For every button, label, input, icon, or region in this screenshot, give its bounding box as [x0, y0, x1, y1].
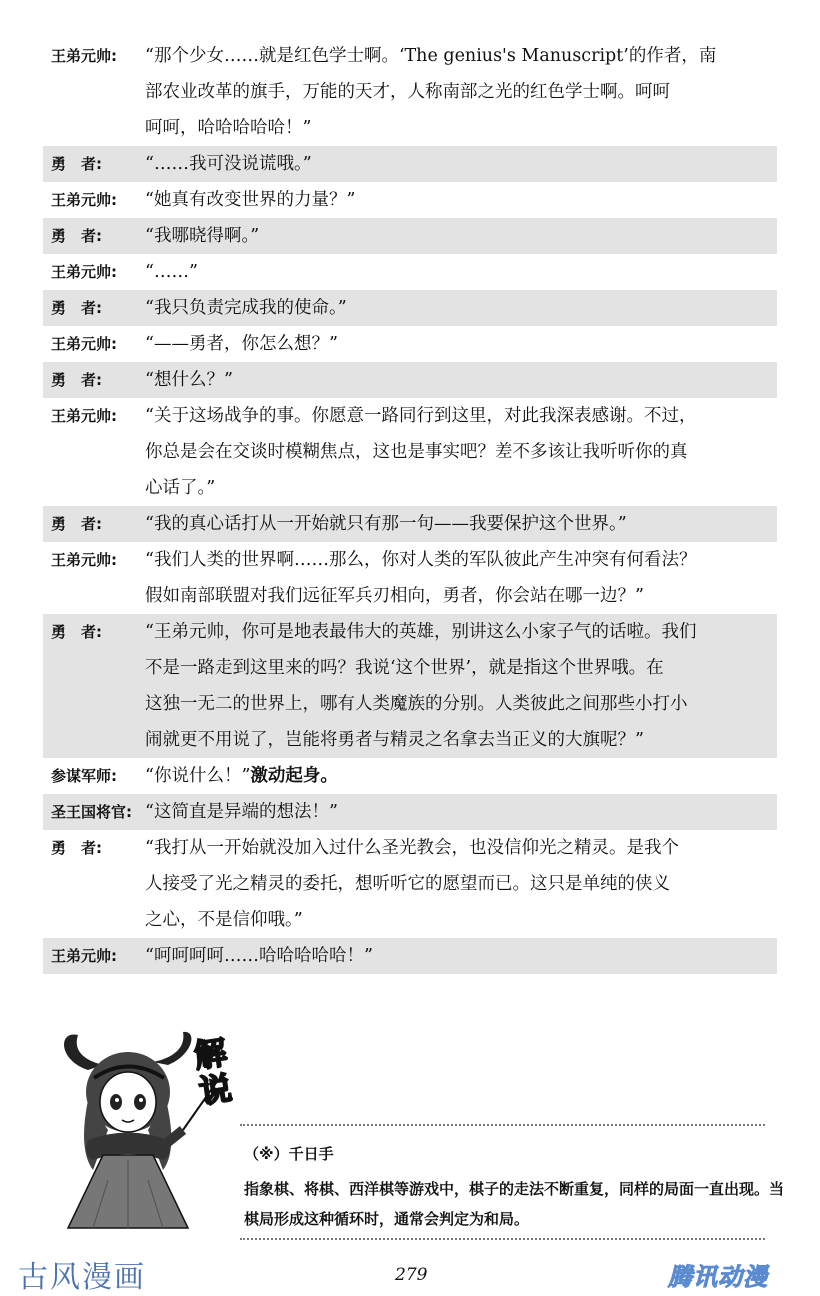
- dialogue-row: [43, 38, 777, 146]
- dialogue-line-text: “想什么？”: [145, 370, 233, 390]
- dialogue-row: [43, 326, 777, 362]
- dialogue-line-text: “我哪晓得啊。”: [145, 226, 260, 246]
- dialogue-line: [145, 902, 767, 938]
- dialogue-text: [145, 182, 767, 218]
- dialogue-line-text: “那个少女……就是红色学士啊。‘The genius's Manuscript’的作者，南: [145, 46, 717, 66]
- dialogue-line-text: “我打从一开始就没加入过什么圣光教会，也没信仰光之精灵。是我个: [145, 838, 679, 858]
- commentary-badge-char-2: 说: [197, 1068, 234, 1111]
- dialogue-line: [145, 866, 767, 902]
- dialogue-line: [145, 722, 767, 758]
- brand-logo: 腾讯动漫: [668, 1263, 768, 1291]
- dialogue-line: [145, 290, 767, 326]
- speaker-label: 圣王国将官:: [51, 803, 132, 821]
- speaker-label: 勇 者:: [51, 155, 102, 173]
- note-section: [0, 1030, 820, 1240]
- speaker-label: 王弟元帅:: [51, 947, 117, 965]
- dialogue-text: [145, 938, 767, 974]
- dialogue-line-text: 闹就更不用说了，岂能将勇者与精灵之名拿去当正义的大旗呢？”: [145, 730, 644, 750]
- dialogue-line: [145, 218, 767, 254]
- note-divider-top: [240, 1124, 765, 1126]
- dialogue-line: [145, 326, 767, 362]
- dialogue-line-text: “我的真心话打从一开始就只有那一句——我要保护这个世界。”: [145, 514, 627, 534]
- speaker-label: 勇 者:: [51, 227, 102, 245]
- dialogue-row: [43, 182, 777, 218]
- dialogue-line: [145, 830, 767, 866]
- dialogue-line-text: “……我可没说谎哦。”: [145, 154, 312, 174]
- dialogue-line-text: 假如南部联盟对我们远征军兵刃相向，勇者，你会站在哪一边？”: [145, 586, 644, 606]
- dialogue-row: [43, 254, 777, 290]
- speaker-label: 王弟元帅:: [51, 407, 117, 425]
- dialogue-text: [145, 362, 767, 398]
- dialogue-line-text: 人接受了光之精灵的委托，想听听它的愿望而已。这只是单纯的侠义: [145, 874, 670, 894]
- dialogue-text: [145, 542, 767, 614]
- speaker-label: 王弟元帅:: [51, 335, 117, 353]
- dialogue-text: [145, 794, 767, 830]
- dialogue-line-text: “我们人类的世界啊……那么，你对人类的军队彼此产生冲突有何看法？: [145, 550, 697, 570]
- commentary-badge-char-1: 解: [191, 1033, 229, 1076]
- dialogue-text: [145, 38, 767, 146]
- dialogue-row: [43, 614, 777, 758]
- dialogue-row: [43, 830, 777, 938]
- dialogue-line-text: “这简直是异端的想法！”: [145, 802, 338, 822]
- speaker-label: 王弟元帅:: [51, 551, 117, 569]
- dialogue-list: [43, 38, 777, 974]
- speaker-label: 勇 者:: [51, 515, 102, 533]
- dialogue-text: [145, 758, 767, 794]
- watermark-text: 古风漫画: [18, 1260, 146, 1295]
- dialogue-line-text: 不是一路走到这里来的吗？我说‘这个世界’，就是指这个世界哦。在: [145, 658, 664, 678]
- dialogue-line: [145, 758, 767, 794]
- note-body: 指象棋、将棋、西洋棋等游戏中，棋子的走法不断重复，同样的局面一直出现。当棋局形成这种循环时，通常会判定为和局。: [244, 1180, 785, 1228]
- dialogue-text: [145, 614, 767, 758]
- dialogue-row: [43, 398, 777, 506]
- dialogue-line-text: “你说什么！”: [145, 766, 251, 786]
- dialogue-text: [145, 506, 767, 542]
- speaker-label: 勇 者:: [51, 299, 102, 317]
- dialogue-text: [145, 146, 767, 182]
- speaker-label: 王弟元帅:: [51, 263, 117, 281]
- dialogue-line-text: “我只负责完成我的使命。”: [145, 298, 347, 318]
- dialogue-line: [145, 110, 767, 146]
- speaker-label: 勇 者:: [51, 839, 102, 857]
- dialogue-row: [43, 290, 777, 326]
- dialogue-line: [145, 434, 767, 470]
- dialogue-row: [43, 506, 777, 542]
- dialogue-line: [145, 614, 767, 650]
- speaker-label: 勇 者:: [51, 371, 102, 389]
- dialogue-line: [145, 38, 767, 74]
- dialogue-line: [145, 578, 767, 614]
- dialogue-row: [43, 218, 777, 254]
- dialogue-line: [145, 542, 767, 578]
- page-number: 279: [395, 1265, 428, 1285]
- dialogue-row: [43, 938, 777, 974]
- dialogue-line-text: 呵呵，哈哈哈哈哈！”: [145, 118, 312, 138]
- speaker-label: 王弟元帅:: [51, 47, 117, 65]
- dialogue-row: [43, 362, 777, 398]
- note-divider-bottom: [240, 1238, 765, 1240]
- dialogue-line-text: “她真有改变世界的力量？”: [145, 190, 356, 210]
- dialogue-line-text: “王弟元帅，你可是地表最伟大的英雄，别讲这么小家子气的话啦。我们: [145, 622, 697, 642]
- dialogue-line: [145, 938, 767, 974]
- dialogue-line-text: “关于这场战争的事。你愿意一路同行到这里，对此我深表感谢。不过，: [145, 406, 697, 426]
- dialogue-line: [145, 650, 767, 686]
- dialogue-row: [43, 146, 777, 182]
- dialogue-line: [145, 182, 767, 218]
- speaker-label: 参谋军师:: [51, 767, 117, 785]
- dialogue-line: [145, 362, 767, 398]
- dialogue-row: [43, 758, 777, 794]
- dialogue-text: [145, 254, 767, 290]
- dialogue-line: [145, 398, 767, 434]
- dialogue-line-text: 部农业改革的旗手，万能的天才，人称南部之光的红色学士啊。呵呵: [145, 82, 670, 102]
- dialogue-line: [145, 506, 767, 542]
- note-title: （※）千日手: [244, 1145, 334, 1163]
- dialogue-line: [145, 74, 767, 110]
- dialogue-row: [43, 542, 777, 614]
- dialogue-line-text: “……”: [145, 262, 198, 282]
- dialogue-text: [145, 290, 767, 326]
- dialogue-text: [145, 398, 767, 506]
- dialogue-text: [145, 830, 767, 938]
- stage-direction: 激动起身。: [250, 766, 338, 786]
- speaker-label: 王弟元帅:: [51, 191, 117, 209]
- dialogue-line-text: 这独一无二的世界上，哪有人类魔族的分别。人类彼此之间那些小打小: [145, 694, 688, 714]
- dialogue-line-text: 心话了。”: [145, 478, 216, 498]
- dialogue-line: [145, 254, 767, 290]
- dialogue-line: [145, 686, 767, 722]
- dialogue-line-text: 你总是会在交谈时模糊焦点，这也是事实吧？差不多该让我听听你的真: [145, 442, 688, 462]
- speaker-label: 勇 者:: [51, 623, 102, 641]
- dialogue-line: [145, 146, 767, 182]
- dialogue-row: [43, 794, 777, 830]
- dialogue-text: [145, 326, 767, 362]
- dialogue-line-text: 之心，不是信仰哦。”: [145, 910, 303, 930]
- dialogue-line: [145, 794, 767, 830]
- dialogue-line-text: “——勇者，你怎么想？”: [145, 334, 338, 354]
- dialogue-line-text: “呵呵呵呵……哈哈哈哈哈！”: [145, 946, 373, 966]
- dialogue-text: [145, 218, 767, 254]
- dialogue-line: [145, 470, 767, 506]
